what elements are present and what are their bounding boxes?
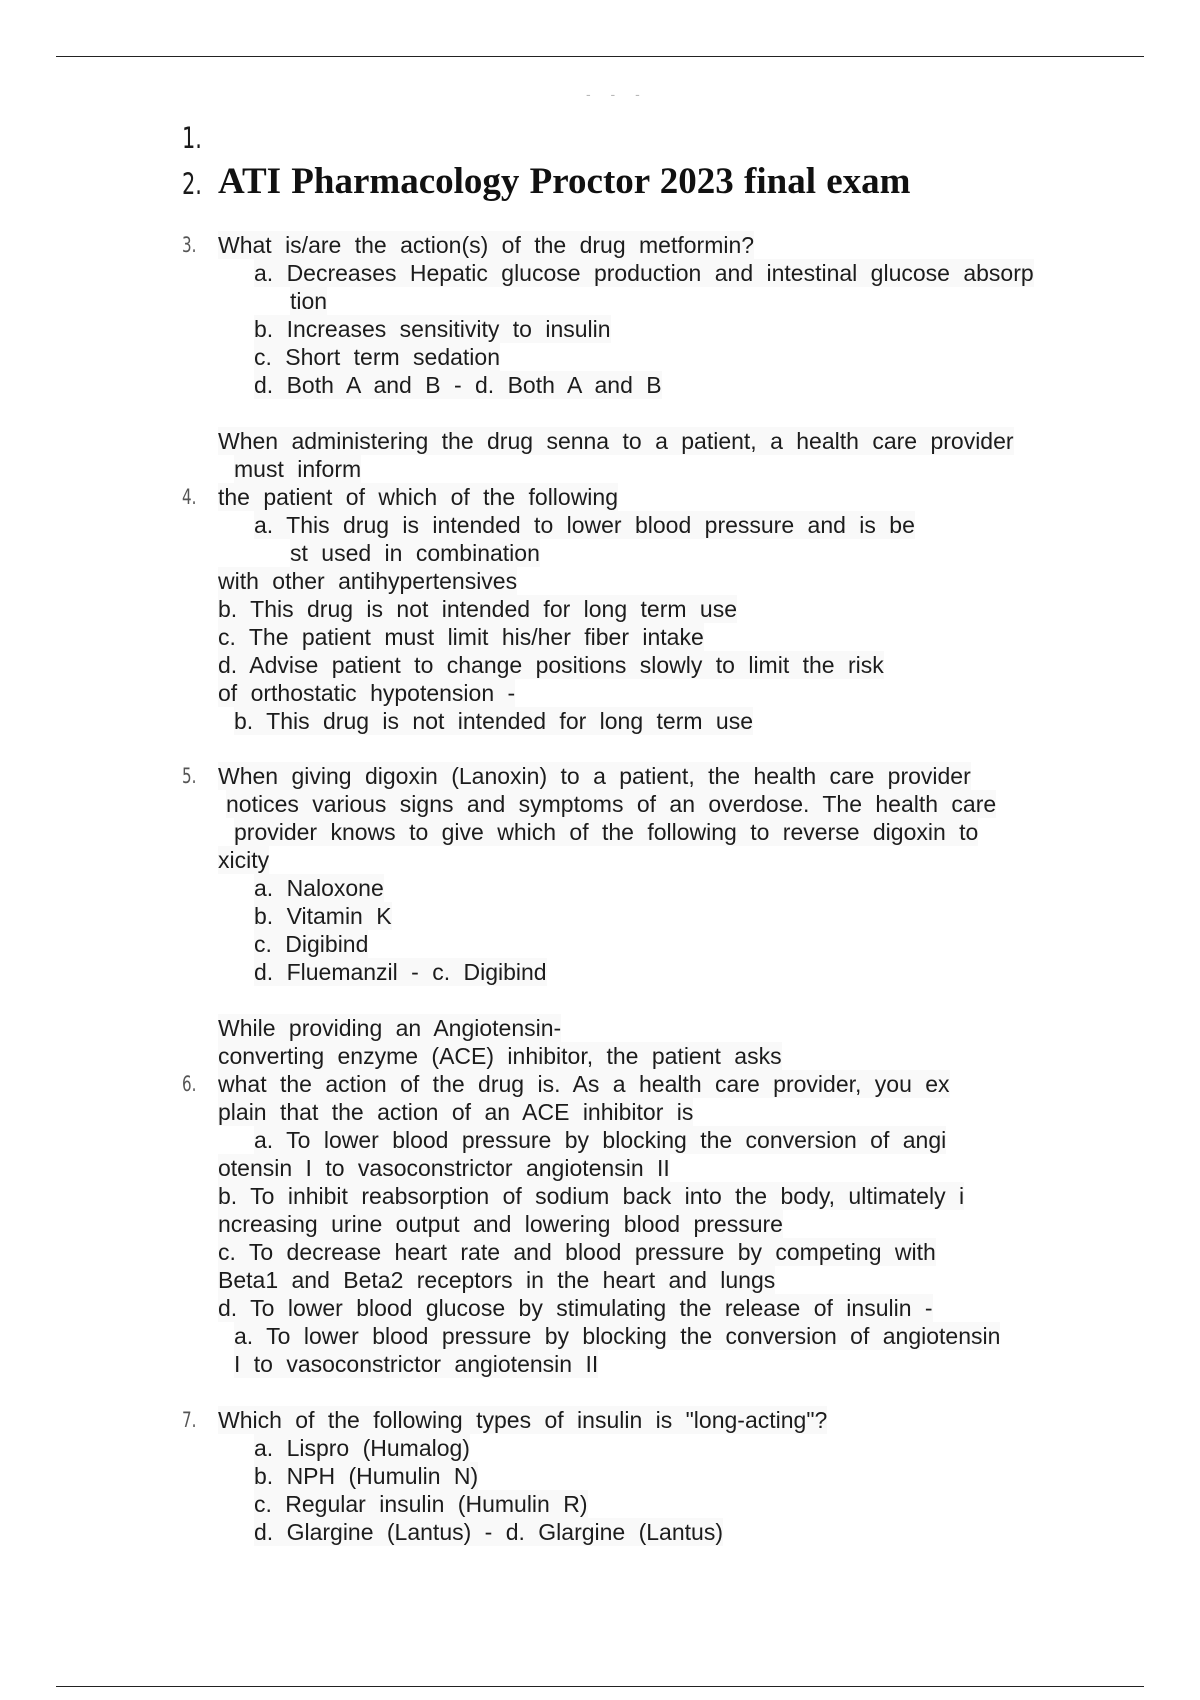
question-7-option-a: a. Lispro (Humalog) <box>254 1435 470 1461</box>
question-7-option-b: b. NPH (Humulin N) <box>254 1463 479 1489</box>
list-number-2: 2. <box>182 167 202 201</box>
question-5-option-d-answer: d. Fluemanzil - c. Digibind <box>254 959 547 985</box>
question-5-text-line-3: provider knows to give which of the following to reverse digoxin to <box>234 819 979 845</box>
question-6-text-line-3: what the action of the drug is. As a health care provider, you ex <box>218 1071 950 1097</box>
question-6-option-a-cont: otensin I to vasoconstrictor angiotensin II <box>218 1155 670 1181</box>
question-3-option-a: a. Decreases Hepatic glucose production and intestinal glucose absorp <box>254 260 1034 286</box>
question-7-option-c: c. Regular insulin (Humulin R) <box>254 1491 588 1517</box>
question-4-text-line-1: When administering the drug senna to a patient, a health care provider <box>218 428 1014 454</box>
question-4-text-line-3: the patient of which of the following <box>218 484 619 510</box>
bottom-rule <box>56 1686 1144 1687</box>
question-4-option-a-cont-2: with other antihypertensives <box>218 568 518 594</box>
list-number-1: 1. <box>182 121 202 155</box>
page-title: ATI Pharmacology Proctor 2023 final exam <box>218 161 911 202</box>
question-7-text: Which of the following types of insulin is "long-acting"? <box>218 1407 828 1433</box>
question-3-option-d-answer: d. Both A and B - d. Both A and B <box>254 372 662 398</box>
header-mark: - - - <box>586 86 648 102</box>
list-number-3: 3. <box>182 233 197 257</box>
list-number-4: 4. <box>182 485 197 509</box>
question-4-text-line-2: must inform <box>234 456 362 482</box>
question-5-option-c: c. Digibind <box>254 931 369 957</box>
question-3-option-a-cont: tion <box>290 288 328 314</box>
question-5-text-line-4: xicity <box>218 847 270 873</box>
question-6-option-b-cont: ncreasing urine output and lowering blood pressure <box>218 1211 783 1237</box>
question-7-option-d-answer: d. Glargine (Lantus) - d. Glargine (Lantus) <box>254 1519 723 1545</box>
question-6-answer: a. To lower blood pressure by blocking the conversion of angiotensin <box>234 1323 1001 1349</box>
question-6-text-line-2: converting enzyme (ACE) inhibitor, the patient asks <box>218 1043 782 1069</box>
question-6-answer-cont: I to vasoconstrictor angiotensin II <box>234 1351 599 1377</box>
question-5-option-a: a. Naloxone <box>254 875 384 901</box>
question-3-text: What is/are the action(s) of the drug metformin? <box>218 232 755 258</box>
question-3-option-c: c. Short term sedation <box>254 344 500 370</box>
question-6-option-b: b. To inhibit reabsorption of sodium back into the body, ultimately i <box>218 1183 965 1209</box>
question-5-option-b: b. Vitamin K <box>254 903 392 929</box>
question-5-text-line-1: When giving digoxin (Lanoxin) to a patient, the health care provider <box>218 763 971 789</box>
question-4-option-a: a. This drug is intended to lower blood pressure and is be <box>254 512 915 538</box>
question-5-text-line-2: notices various signs and symptoms of an overdose. The health care <box>226 791 997 817</box>
question-4-option-d: d. Advise patient to change positions slowly to limit the risk <box>218 652 884 678</box>
question-4-answer: b. This drug is not intended for long term use <box>234 708 754 734</box>
question-4-option-a-cont-1: st used in combination <box>290 540 540 566</box>
list-number-7: 7. <box>182 1408 197 1432</box>
question-6-text-line-1: While providing an Angiotensin- <box>218 1015 562 1041</box>
question-6-option-d: d. To lower blood glucose by stimulating the release of insulin - <box>218 1295 933 1321</box>
question-3-option-b: b. Increases sensitivity to insulin <box>254 316 611 342</box>
question-4-option-d-cont: of orthostatic hypotension - <box>218 680 516 706</box>
list-number-5: 5. <box>182 764 197 788</box>
question-6-option-c: c. To decrease heart rate and blood pressure by competing with <box>218 1239 936 1265</box>
question-6-option-a: a. To lower blood pressure by blocking the conversion of angi <box>254 1127 947 1153</box>
question-4-option-c: c. The patient must limit his/her fiber intake <box>218 624 704 650</box>
question-4-option-b: b. This drug is not intended for long term use <box>218 596 738 622</box>
question-6-option-c-cont: Beta1 and Beta2 receptors in the heart and lungs <box>218 1267 776 1293</box>
top-rule <box>56 56 1144 57</box>
list-number-6: 6. <box>182 1072 197 1096</box>
question-6-text-line-4: plain that the action of an ACE inhibitor is <box>218 1099 694 1125</box>
